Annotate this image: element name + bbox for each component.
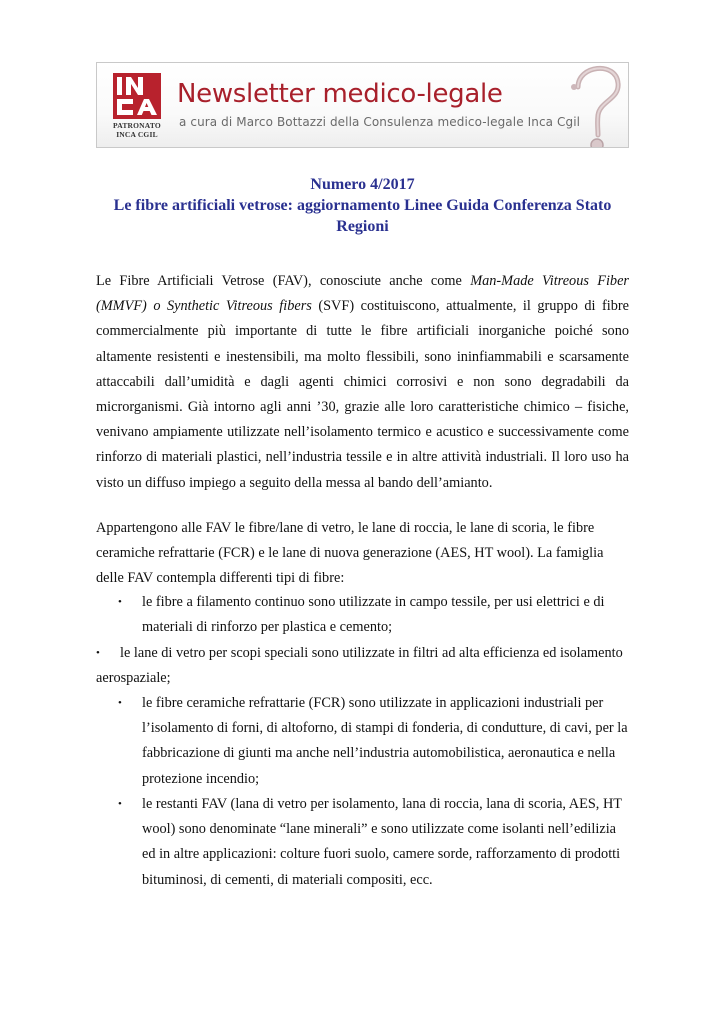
bullet-symbol: • [118, 697, 122, 709]
list-item [96, 641, 629, 691]
newsletter-subtitle: a cura di Marco Bottazzi della Consulenza medico-legale Inca Cgil [179, 115, 581, 129]
list-item [96, 590, 629, 640]
bullet-symbol: • [118, 798, 122, 810]
bullet-symbol: • [96, 647, 100, 659]
list-item [96, 792, 629, 893]
article-title-line2: Regioni [336, 218, 389, 235]
list-item-text: le lane di vetro per scopi speciali sono utilizzate in filtri ad alta efficienza ed isolamento aerospaziale; [96, 645, 623, 687]
issue-number: Numero 4/2017 [310, 176, 415, 193]
logo-caption-line1: PATRONATO [113, 121, 161, 130]
logo-caption-line2: INCA CGIL [116, 130, 158, 139]
intro-text-part1: Le Fibre Artificiali Vetrose (FAV), conosciute anche come [96, 273, 471, 289]
newsletter-title: Newsletter medico-legale [177, 79, 503, 109]
stethoscope-question-icon [564, 62, 628, 148]
list-item-text: le fibre ceramiche refrattarie (FCR) sono utilizzate in applicazioni industriali per l’isolamento di forni, di altoforno, di stampi di fonderia, di condutture, di cavi, per la fabbricazione di giunti ma anche nell’industria automobilistica, aeronautica e nella protezione incendio; [142, 695, 628, 787]
inca-logo-mark [113, 73, 161, 119]
bullet-symbol: • [118, 596, 122, 608]
list-item-text: le restanti FAV (lana di vetro per isolamento, lana di roccia, lana di scoria, AES, HT wool) sono denominate “lane minerali” e sono utilizzate come isolanti nell’edilizia ed in altre applicazioni: colture fuori suolo, camere sorde, rafforzamento di prodotti bituminosi, di cementi, di materiali compositi, ecc. [142, 796, 622, 888]
list-item-text: le fibre a filamento continuo sono utilizzate in campo tessile, per usi elettrici e di materiali di rinforzo per plastica e cemento; [142, 594, 605, 636]
inca-logo [113, 73, 161, 145]
logo-caption [113, 121, 161, 139]
section2-paragraph: Appartengono alle FAV le fibre/lane di vetro, le lane di roccia, le lane di scoria, le fibre ceramiche refrattarie (FCR) e le lane di nuova generazione (AES, HT wool). La famiglia delle FAV contempla differenti tipi di fibre: [96, 520, 604, 587]
intro-text-italic: Man-Made Vitreous Fiber (MMVF) o Synthetic Vitreous fibers [96, 273, 629, 315]
article-title-line1: Le fibre artificiali vetrose: aggiornamento Linee Guida Conferenza Stato [113, 197, 612, 214]
list-item [96, 691, 629, 792]
newsletter-banner [96, 62, 629, 148]
intro-text-part2: (SVF) costituiscono, attualmente, il gruppo di fibre commercialmente più importante di tutte le fibre artificiali inorganiche poiché sono altamente resistenti e inestensibili, ma molto flessibili, sono ininfiammabili e scarsamente attaccabili dall’umidità e dagli agenti chimici corrosivi e non sono degradabili da microrganismi. Già intorno agli anni ’30, grazie alle loro caratteristiche chimico – fisiche, venivano ampiamente utilizzate nell’isolamento termico e acustico e successivamente come rinforzo di materiali plastici, nell’industria tessile e in altre attività industriali. Il loro uso ha visto un diffuso impiego a seguito della messa al bando dell’amianto. [96, 298, 629, 491]
intro-paragraph [96, 269, 629, 496]
